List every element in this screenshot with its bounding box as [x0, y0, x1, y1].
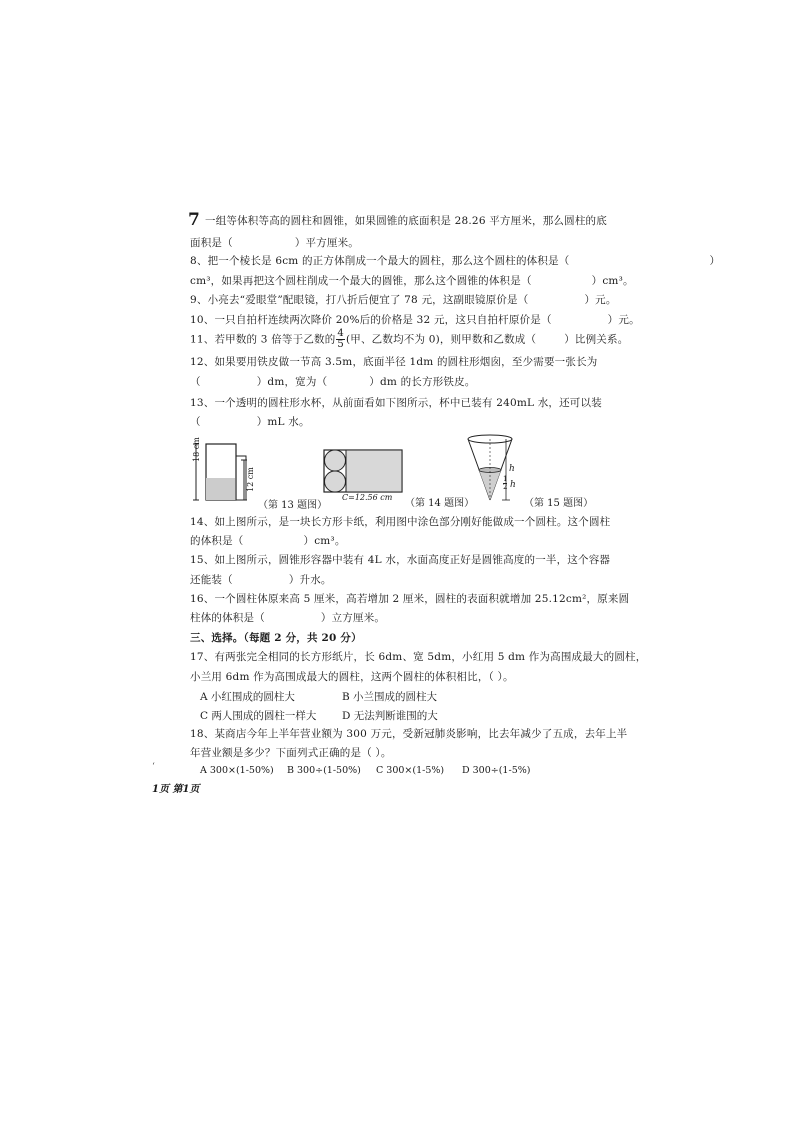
question-8-text: 8、把一个棱长是 6cm 的正方体削成一个最大的圆柱，那么这个圆柱的体积是（ — [190, 255, 570, 267]
question-8-text-2: cm³，如果再把这个圆柱削成一个最大的圆锥，那么这个圆锥的体积是（ — [190, 275, 532, 287]
page-footer: 1页 第1页 — [152, 784, 200, 795]
question-17-line-2: 小兰用 6dm 作为高围成最大的圆柱，这两个圆柱的体积相比，（ ）。 — [190, 671, 514, 683]
question-12-mid: ）dm，宽为（ — [256, 376, 328, 388]
figure-13-caption: （第 13 题图） — [258, 500, 328, 511]
question-17-option-b[interactable]: B 小兰围成的圆柱大 — [342, 691, 438, 703]
question-17-line-1: 17、有两张完全相同的长方形纸片，长 6dm、宽 5dm，小红用 5 dm 作为高围成最大的圆柱， — [190, 651, 647, 663]
question-10-unit: ）元。 — [607, 314, 640, 326]
figure-13-height-label: 18 cm — [192, 437, 201, 462]
fraction-denominator: 5 — [337, 339, 344, 350]
question-15-line-2 — [190, 573, 332, 587]
question-8-line-2 — [190, 274, 634, 288]
question-14-unit: ）cm³。 — [303, 535, 346, 547]
figure-13-water-label: 12 cm — [246, 467, 255, 492]
question-8-unit: ）cm³。 — [591, 275, 634, 287]
question-13-line-1: 13、一个透明的圆柱形水杯，从前面看如下图所示，杯中已装有 240mL 水，还可以装 — [190, 397, 602, 409]
question-9-unit: ）元。 — [584, 294, 617, 306]
question-15-line-1: 15、如上图所示，圆锥形容器中装有 4L 水，水面高度正好是圆锥高度的一半，这个容器 — [190, 554, 611, 566]
question-9 — [190, 293, 617, 307]
question-14-line-1: 14、如上图所示，是一块长方形卡纸，利用图中涂色部分刚好能做成一个圆柱。这个圆柱 — [190, 516, 611, 528]
question-9-text: 9、小亮去“爱眼堂”配眼镜，打八折后便宜了 78 元，这副眼镜原价是（ — [190, 294, 529, 306]
figure-15-half-h-label — [503, 476, 507, 491]
question-7-line-1: 一组等体积等高的圆柱和圆锥，如果圆锥的底面积是 28.26 平方厘米，那么圆柱的底 — [205, 215, 607, 227]
question-8-paren: ） — [709, 255, 721, 267]
figure-14-circumference-label: C=12.56 cm — [342, 493, 393, 502]
question-16-unit: ）立方厘米。 — [320, 612, 386, 624]
question-17-option-a[interactable]: A 小红围成的圆柱大 — [200, 691, 295, 703]
figure-14-caption: （第 14 题图） — [405, 498, 475, 509]
fraction-four-fifths — [336, 329, 345, 350]
question-13-line-2 — [190, 415, 310, 429]
question-16-line-1: 16、一个圆柱体原来高 5 厘米，高若增加 2 厘米，圆柱的表面积就增加 25.12cm²，原来圆 — [190, 593, 630, 605]
question-12-end: ）dm 的长方形铁皮。 — [369, 376, 476, 388]
question-16-text: 柱体的体积是（ — [190, 612, 265, 624]
question-11-end: ）比例关系。 — [564, 333, 629, 346]
question-17-option-d[interactable]: D 无法判断谁围的大 — [342, 710, 438, 722]
fraction-numerator: 4 — [337, 328, 344, 339]
question-10 — [190, 313, 640, 327]
question-13-unit: ）mL 水。 — [256, 416, 310, 428]
question-15-text: 还能装（ — [190, 574, 233, 586]
question-15-unit: ）升水。 — [288, 574, 332, 586]
question-18-option-c[interactable]: C 300×(1-5%) — [376, 765, 445, 776]
question-11-condition: (甲、乙数均不为 0)，则甲数和乙数成（ — [345, 333, 537, 346]
question-7-number: 7 — [188, 210, 200, 230]
question-7-unit: ）平方厘米。 — [294, 237, 360, 249]
half-denominator: 2 — [503, 483, 508, 491]
question-7-text: 面积是（ — [190, 237, 233, 249]
question-17-option-c[interactable]: C 两人围成的圆柱一样大 — [200, 710, 317, 722]
section-3-heading: 三、选择。（每题 2 分，共 20 分） — [190, 632, 362, 644]
question-18-line-2: 年营业额是多少？下面列式正确的是（ ）。 — [190, 747, 392, 759]
question-18-line-1: 18、某商店今年上半年营业额为 300 万元，受新冠肺炎影响，比去年减少了五成，去年上半 — [190, 728, 628, 740]
question-16-line-2 — [190, 611, 385, 625]
figure-15-half-h-suffix: h — [510, 480, 516, 490]
side-mark: ‘ — [152, 762, 155, 772]
question-14-text: 的体积是（ — [190, 535, 244, 547]
question-14-line-2 — [190, 534, 346, 548]
question-12-line-1: 12、如果要用铁皮做一节高 3.5m，底面半径 1dm 的圆柱形烟囱，至少需要一张长为 — [190, 356, 598, 368]
paren-open: （ — [190, 376, 201, 388]
question-11-text: 11、若甲数的 3 倍等于乙数的 — [190, 333, 336, 346]
question-8-line-1 — [190, 254, 720, 268]
question-18-option-b[interactable]: B 300÷(1-50%) — [287, 765, 361, 776]
figure-15-cone — [462, 432, 526, 504]
half-numerator: 1 — [503, 475, 508, 483]
question-12-line-2 — [190, 375, 476, 389]
question-18-option-d[interactable]: D 300÷(1-5%) — [462, 765, 531, 776]
question-18-option-a[interactable]: A 300×(1-50%) — [200, 765, 274, 776]
figure-15-h-label: h — [509, 464, 515, 474]
paren-open: （ — [190, 416, 201, 428]
question-11 — [190, 329, 628, 350]
question-10-text: 10、一只自拍杆连续两次降价 20%后的价格是 32 元，这只自拍杆原价是（ — [190, 314, 552, 326]
figure-15-caption: （第 15 题图） — [524, 498, 594, 509]
question-7-line-2 — [190, 236, 359, 250]
